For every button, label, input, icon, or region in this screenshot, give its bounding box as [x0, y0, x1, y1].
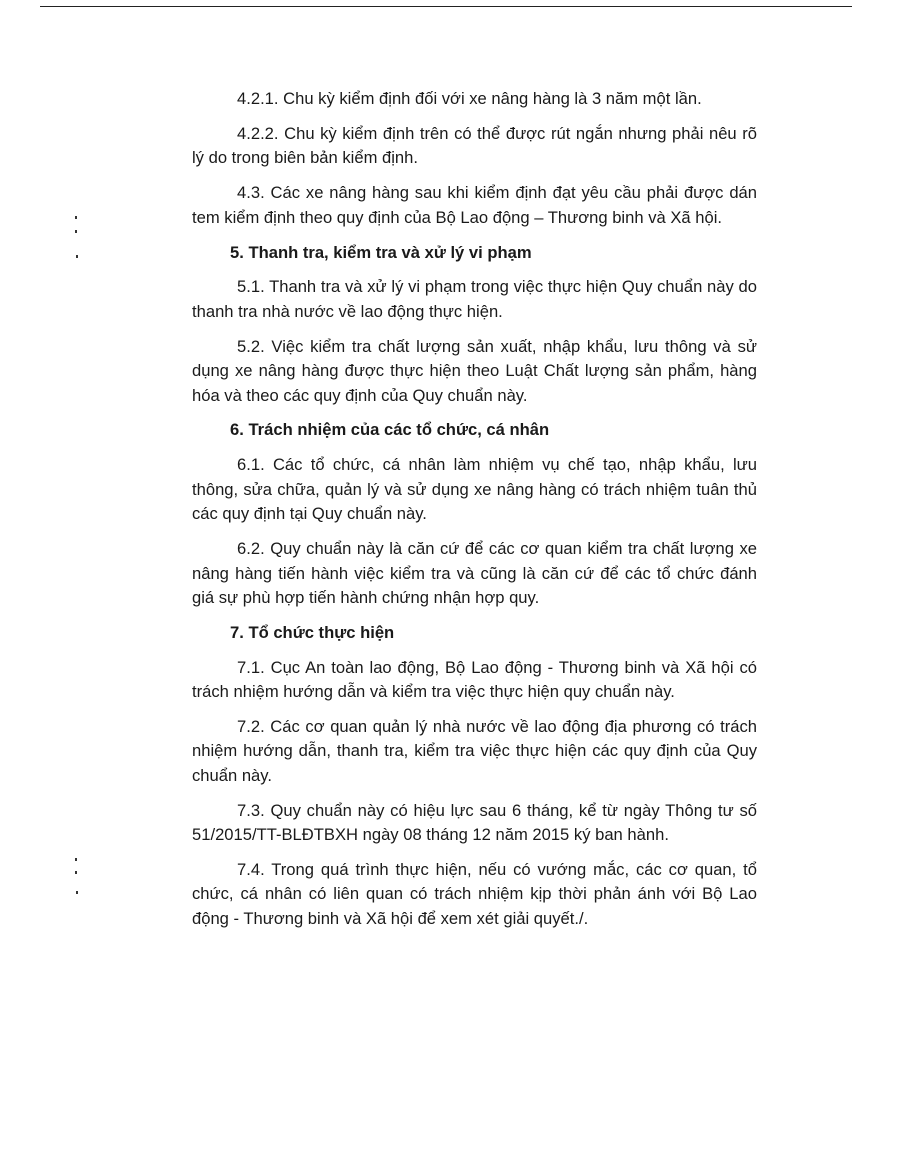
paragraph-7-3: 7.3. Quy chuẩn này có hiệu lực sau 6 tháng, kể từ ngày Thông tư số 51/2015/TT-BLĐTBXH ngày 08 tháng 12 năm 2015 ký ban hành. — [192, 800, 757, 845]
scan-speck — [76, 255, 78, 258]
paragraph-5-2: 5.2. Việc kiểm tra chất lượng sản xuất, nhập khẩu, lưu thông và sử dụng xe nâng hàng được thực hiện theo Luật Chất lượng sản phẩm, hàng hóa và theo các quy định của Quy chuẩn này. — [192, 336, 757, 405]
paragraph-4-2-1: 4.2.1. Chu kỳ kiểm định đối với xe nâng hàng là 3 năm một lần. — [237, 89, 702, 108]
section-heading-5: 5. Thanh tra, kiểm tra và xử lý vi phạm — [230, 242, 532, 262]
paragraph-6-2: 6.2. Quy chuẩn này là căn cứ để các cơ quan kiểm tra chất lượng xe nâng hàng tiến hành việc kiểm tra và cũng là căn cứ để các tổ chức đánh giá sự phù hợp tiến hành chứng nhận hợp quy. — [192, 539, 757, 607]
section-heading-6: 6. Trách nhiệm của các tổ chức, cá nhân — [230, 420, 550, 440]
document-body — [192, 87, 757, 931]
paragraph-7-4: 7.4. Trong quá trình thực hiện, nếu có vướng mắc, các cơ quan, tổ chức, cá nhân có liên quan có trách nhiệm kịp thời phản ánh với Bộ Lao động - Thương binh và Xã hội để xem xét giải quyết./. — [192, 860, 757, 928]
paragraph-7-1: 7.1. Cục An toàn lao động, Bộ Lao động - Thương binh và Xã hội có trách nhiệm hướng dẫn và kiểm tra việc thực hiện quy chuẩn này. — [192, 657, 757, 702]
scan-speck — [76, 891, 78, 894]
scan-speck — [75, 871, 77, 874]
top-border-line — [40, 6, 852, 7]
scan-speck — [75, 216, 77, 219]
section-heading-7: 7. Tổ chức thực hiện — [230, 622, 395, 642]
paragraph-7-2: 7.2. Các cơ quan quản lý nhà nước về lao động địa phương có trách nhiệm hướng dẫn, thanh tra, kiểm tra việc thực hiện các quy định của Quy chuẩn này. — [192, 717, 757, 785]
paragraph-4-3: 4.3. Các xe nâng hàng sau khi kiểm định đạt yêu cầu phải được dán tem kiểm định theo quy định của Bộ Lao động – Thương binh và Xã hội. — [192, 183, 757, 227]
paragraph-5-1: 5.1. Thanh tra và xử lý vi phạm trong việc thực hiện Quy chuẩn này do thanh tra nhà nước về lao động thực hiện. — [192, 277, 757, 321]
scan-speck — [75, 230, 77, 233]
paragraph-6-1: 6.1. Các tổ chức, cá nhân làm nhiệm vụ chế tạo, nhập khẩu, lưu thông, sửa chữa, quản lý và sử dụng xe nâng hàng có trách nhiệm tuân thủ các quy định tại Quy chuẩn này. — [192, 455, 757, 524]
paragraph-4-2-2: 4.2.2. Chu kỳ kiểm định trên có thể được rút ngắn nhưng phải nêu rõ lý do trong biên bản kiểm định. — [192, 123, 757, 168]
scan-speck — [75, 858, 77, 861]
